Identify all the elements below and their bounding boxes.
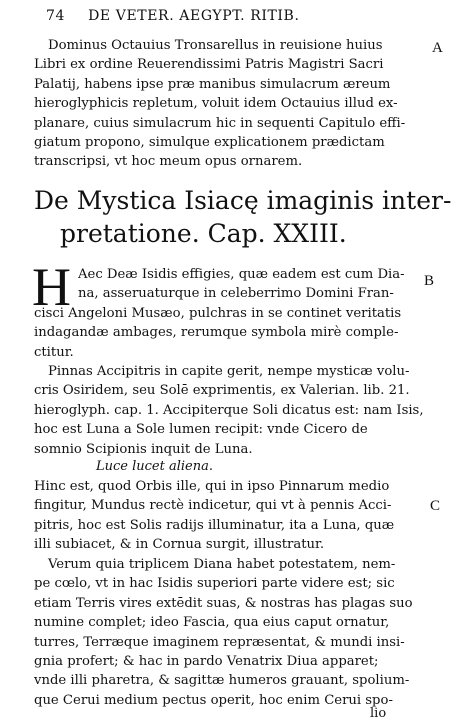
para2-line: hoc est Luna a Sole lumen recipit: vnde Cicero de (34, 422, 368, 438)
chapter-title-line2: pretatione. Cap. XXIII. (60, 219, 347, 248)
para3-line: fingitur, Mundus rectè indicetur, qui vt à pennis Acci- (34, 498, 392, 514)
page-number: 74 (46, 8, 66, 24)
paragraph-1-rest (34, 304, 426, 362)
para4-line: numine complet; ideo Fascia, qua eius caput ornatur, (34, 615, 390, 631)
drop-cap: H (32, 257, 71, 317)
para2-line: somnio Scipionis inquit de Luna. (34, 441, 253, 457)
margin-letter-b: B (424, 273, 435, 289)
para2-line: hieroglyph. cap. 1. Accipiterque Soli dicatus est: nam Isis, (34, 402, 424, 418)
para4-line: turres, Terræque imaginem repræsentat, & mundi insi- (34, 634, 405, 650)
intro-line: Dominus Octauius Tronsarellus in reuisione huius (48, 38, 383, 53)
quotation: Luce lucet aliena. (96, 459, 213, 474)
paragraph-3 (34, 477, 426, 555)
intro-line: transcripsi, vt hoc meum opus ornarem. (34, 154, 303, 170)
para4-line: pe cœlo, vt in hac Isidis superiori parte videre est; sic (34, 576, 395, 592)
para1-line: Aec Deæ Isidis effigies, quæ eadem est cum Dia- (78, 267, 405, 282)
para1-line: cisci Angeloni Musæo, pulchras in se continet veritatis (34, 306, 402, 321)
intro-line: giatum propono, simulque explicationem prædictam (34, 135, 385, 151)
para4-line: que Cerui medium pectus operit, hoc enim Cerui spo- (34, 692, 393, 708)
para4-line: Verum quia triplicem Diana habet potestatem, nem- (48, 557, 396, 572)
para2-line: cris Osiridem, seu Solē exprimentis, ex Valerian. lib. 21. (34, 383, 410, 399)
running-title: DE VETER. AEGYPT. RITIB. (88, 8, 300, 24)
para4-line: etiam Terris vires extēdit suas, & nostras has plagas suo (34, 595, 413, 611)
catchword: lio (370, 706, 387, 721)
intro-line: Palatij, habens ipse præ manibus simulacrum æreum (34, 76, 391, 92)
para4-line: vnde illi pharetra, & sagittæ humeros grauant, spolium- (34, 673, 410, 689)
running-header (46, 8, 300, 24)
margin-letter-a: A (432, 40, 443, 56)
para1-line: indagandæ ambages, rerumque symbola mirè comple- (34, 325, 399, 341)
para3-line: Hinc est, quod Orbis ille, qui in ipso Pinnarum medio (34, 479, 390, 494)
para1-line: ctitur. (34, 344, 74, 360)
para4-line: gnia profert; & hac in pardo Venatrix Diua apparet; (34, 654, 379, 670)
intro-line: planare, cuius simulacrum hic in sequenti Capitulo effi- (34, 115, 406, 131)
paragraph-4 (34, 555, 426, 710)
para3-line: pitris, hoc est Solis radijs illuminatur, ita a Luna, quæ (34, 517, 395, 533)
para1-line: na, asseruaturque in celeberrimo Domini Fran- (78, 286, 394, 302)
chapter-title-line1: De Mystica Isiacę imaginis inter- (34, 186, 452, 215)
intro-line: Libri ex ordine Reuerendissimi Patris Magistri Sacri (34, 57, 384, 73)
paragraph-1-top (78, 265, 428, 304)
intro-line: hieroglyphicis repletum, voluit idem Octauius illud ex- (34, 96, 398, 112)
intro-paragraph (34, 36, 426, 172)
paragraph-2 (34, 362, 426, 459)
para3-line: illi subiacet, & in Cornua surgit, illustratur. (34, 537, 325, 553)
chapter-title (34, 184, 452, 250)
para2-line: Pinnas Accipitris in capite gerit, nempe mysticæ volu- (48, 364, 410, 379)
margin-letter-c: C (430, 498, 441, 514)
